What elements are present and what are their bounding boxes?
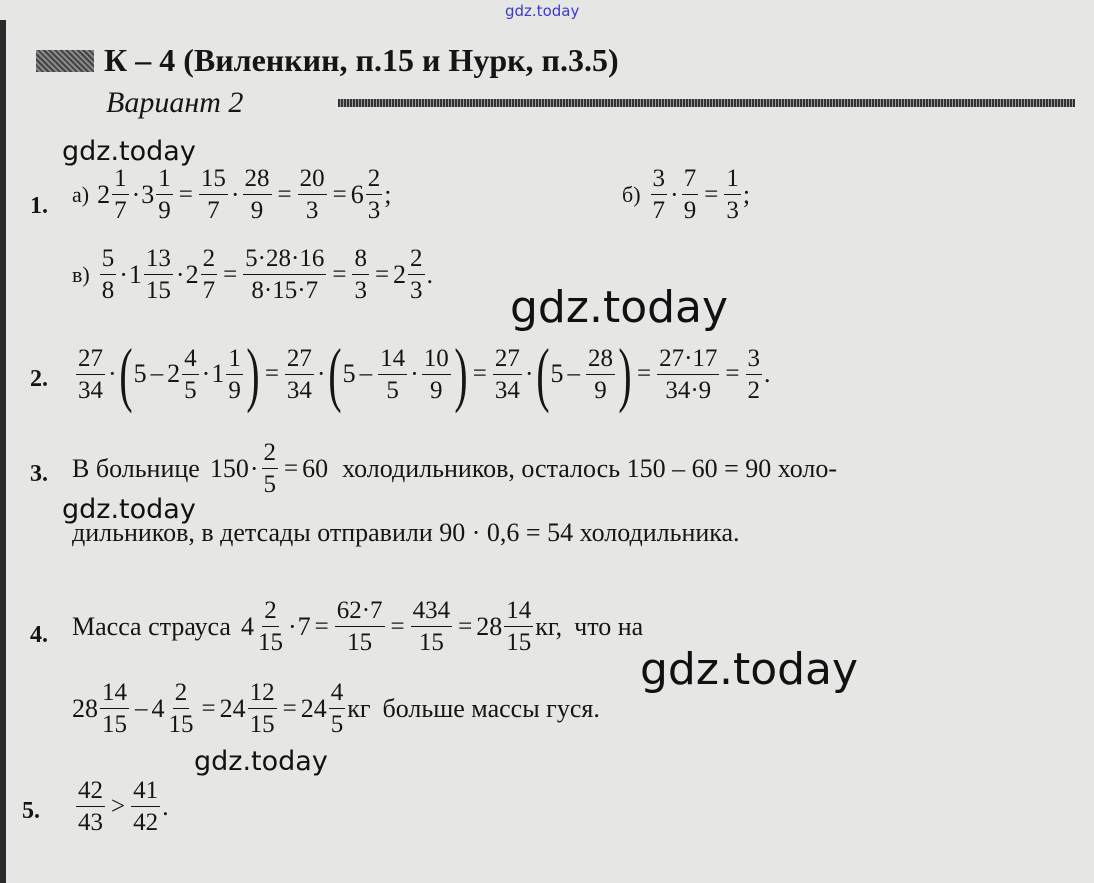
problem-4-line-1: Масса страуса 4 $\frac{2}{15}$ · 7 = $\frac{62\cdot 7}{15}$ = $\frac{434}{15}$ = 28 $\frac{14}{15}$ кг, что на: [72, 597, 644, 656]
watermark: gdz.today: [62, 136, 196, 167]
watermark: gdz.today: [62, 494, 196, 525]
subitem-label: б): [622, 181, 641, 207]
page-title: К – 4 (Виленкин, п.15 и Нурк, п.3.5): [104, 42, 619, 78]
watermark: gdz.today: [194, 746, 328, 777]
subitem-label: в): [72, 261, 90, 287]
problem-number: 1.: [30, 193, 48, 219]
subitem-label: а): [72, 181, 90, 207]
problem-3-line-1: В больнице 150 · $\frac{2}{5}$ = 60 холодильников, осталось 150 – 60 = 90 холо-: [72, 439, 838, 498]
problem-number: 3.: [30, 461, 48, 487]
problem-number: 5.: [22, 798, 40, 824]
heading-rule: [338, 99, 1075, 107]
variant-heading: Вариант 2: [106, 86, 244, 119]
problem-1c-line: в) $\frac{5}{8}$ · 1 $\frac{13}{15}$ · 2 $\frac{2}{7}$ = $\frac{5\cdot 28\cdot 16}{8\cdot 15\cdot 7}$ = $\frac{8}{3}$ = 2 $\frac{2}{3}$ .: [72, 245, 434, 304]
scan-edge: [0, 20, 6, 883]
section-badge-icon: [36, 50, 94, 72]
problem-number: 4.: [30, 622, 48, 648]
top-watermark-link[interactable]: gdz.today: [505, 2, 580, 20]
problem-4-line-2: 28 $\frac{14}{15}$ – 4 $\frac{2}{15}$ = 24 $\frac{12}{15}$ = 24 $\frac{4}{5}$ кг больше массы гуся.: [72, 679, 600, 738]
problem-1b-line: б) $\frac{3}{7}$ · $\frac{7}{9}$ = $\frac{1}{3}$ ;: [622, 165, 751, 224]
watermark: gdz.today: [510, 282, 729, 333]
problem-2-line: $\frac{27}{34}$ · ( 5 – 2 $\frac{4}{5}$ · 1 $\frac{1}{9}$ ) = $\frac{27}{34}$ · ( 5 – $\frac{14}{5}$ · $\frac{10}{9}$ ) = $\frac{27}{34}$ · ( 5 – $\frac{28}{9}$ ) = $\frac{27\cdot 17}{34\cdot 9}$ = $\frac{3}{2}$ .: [78, 334, 771, 414]
watermark: gdz.today: [640, 644, 859, 695]
problem-1a-line: а) 2 $\frac{1}{7}$ · 3 $\frac{1}{9}$ = $\frac{15}{7}$ · $\frac{28}{9}$ = $\frac{20}{3}$ = 6 $\frac{2}{3}$ ;: [72, 165, 392, 224]
problem-number: 2.: [30, 366, 48, 392]
problem-3-line-2: дильников, в детсады отправили 90 · 0,6 = 54 холодильника.: [72, 518, 740, 547]
problem-5-line: $\frac{42}{43}$ > $\frac{41}{42}$ .: [78, 777, 169, 836]
